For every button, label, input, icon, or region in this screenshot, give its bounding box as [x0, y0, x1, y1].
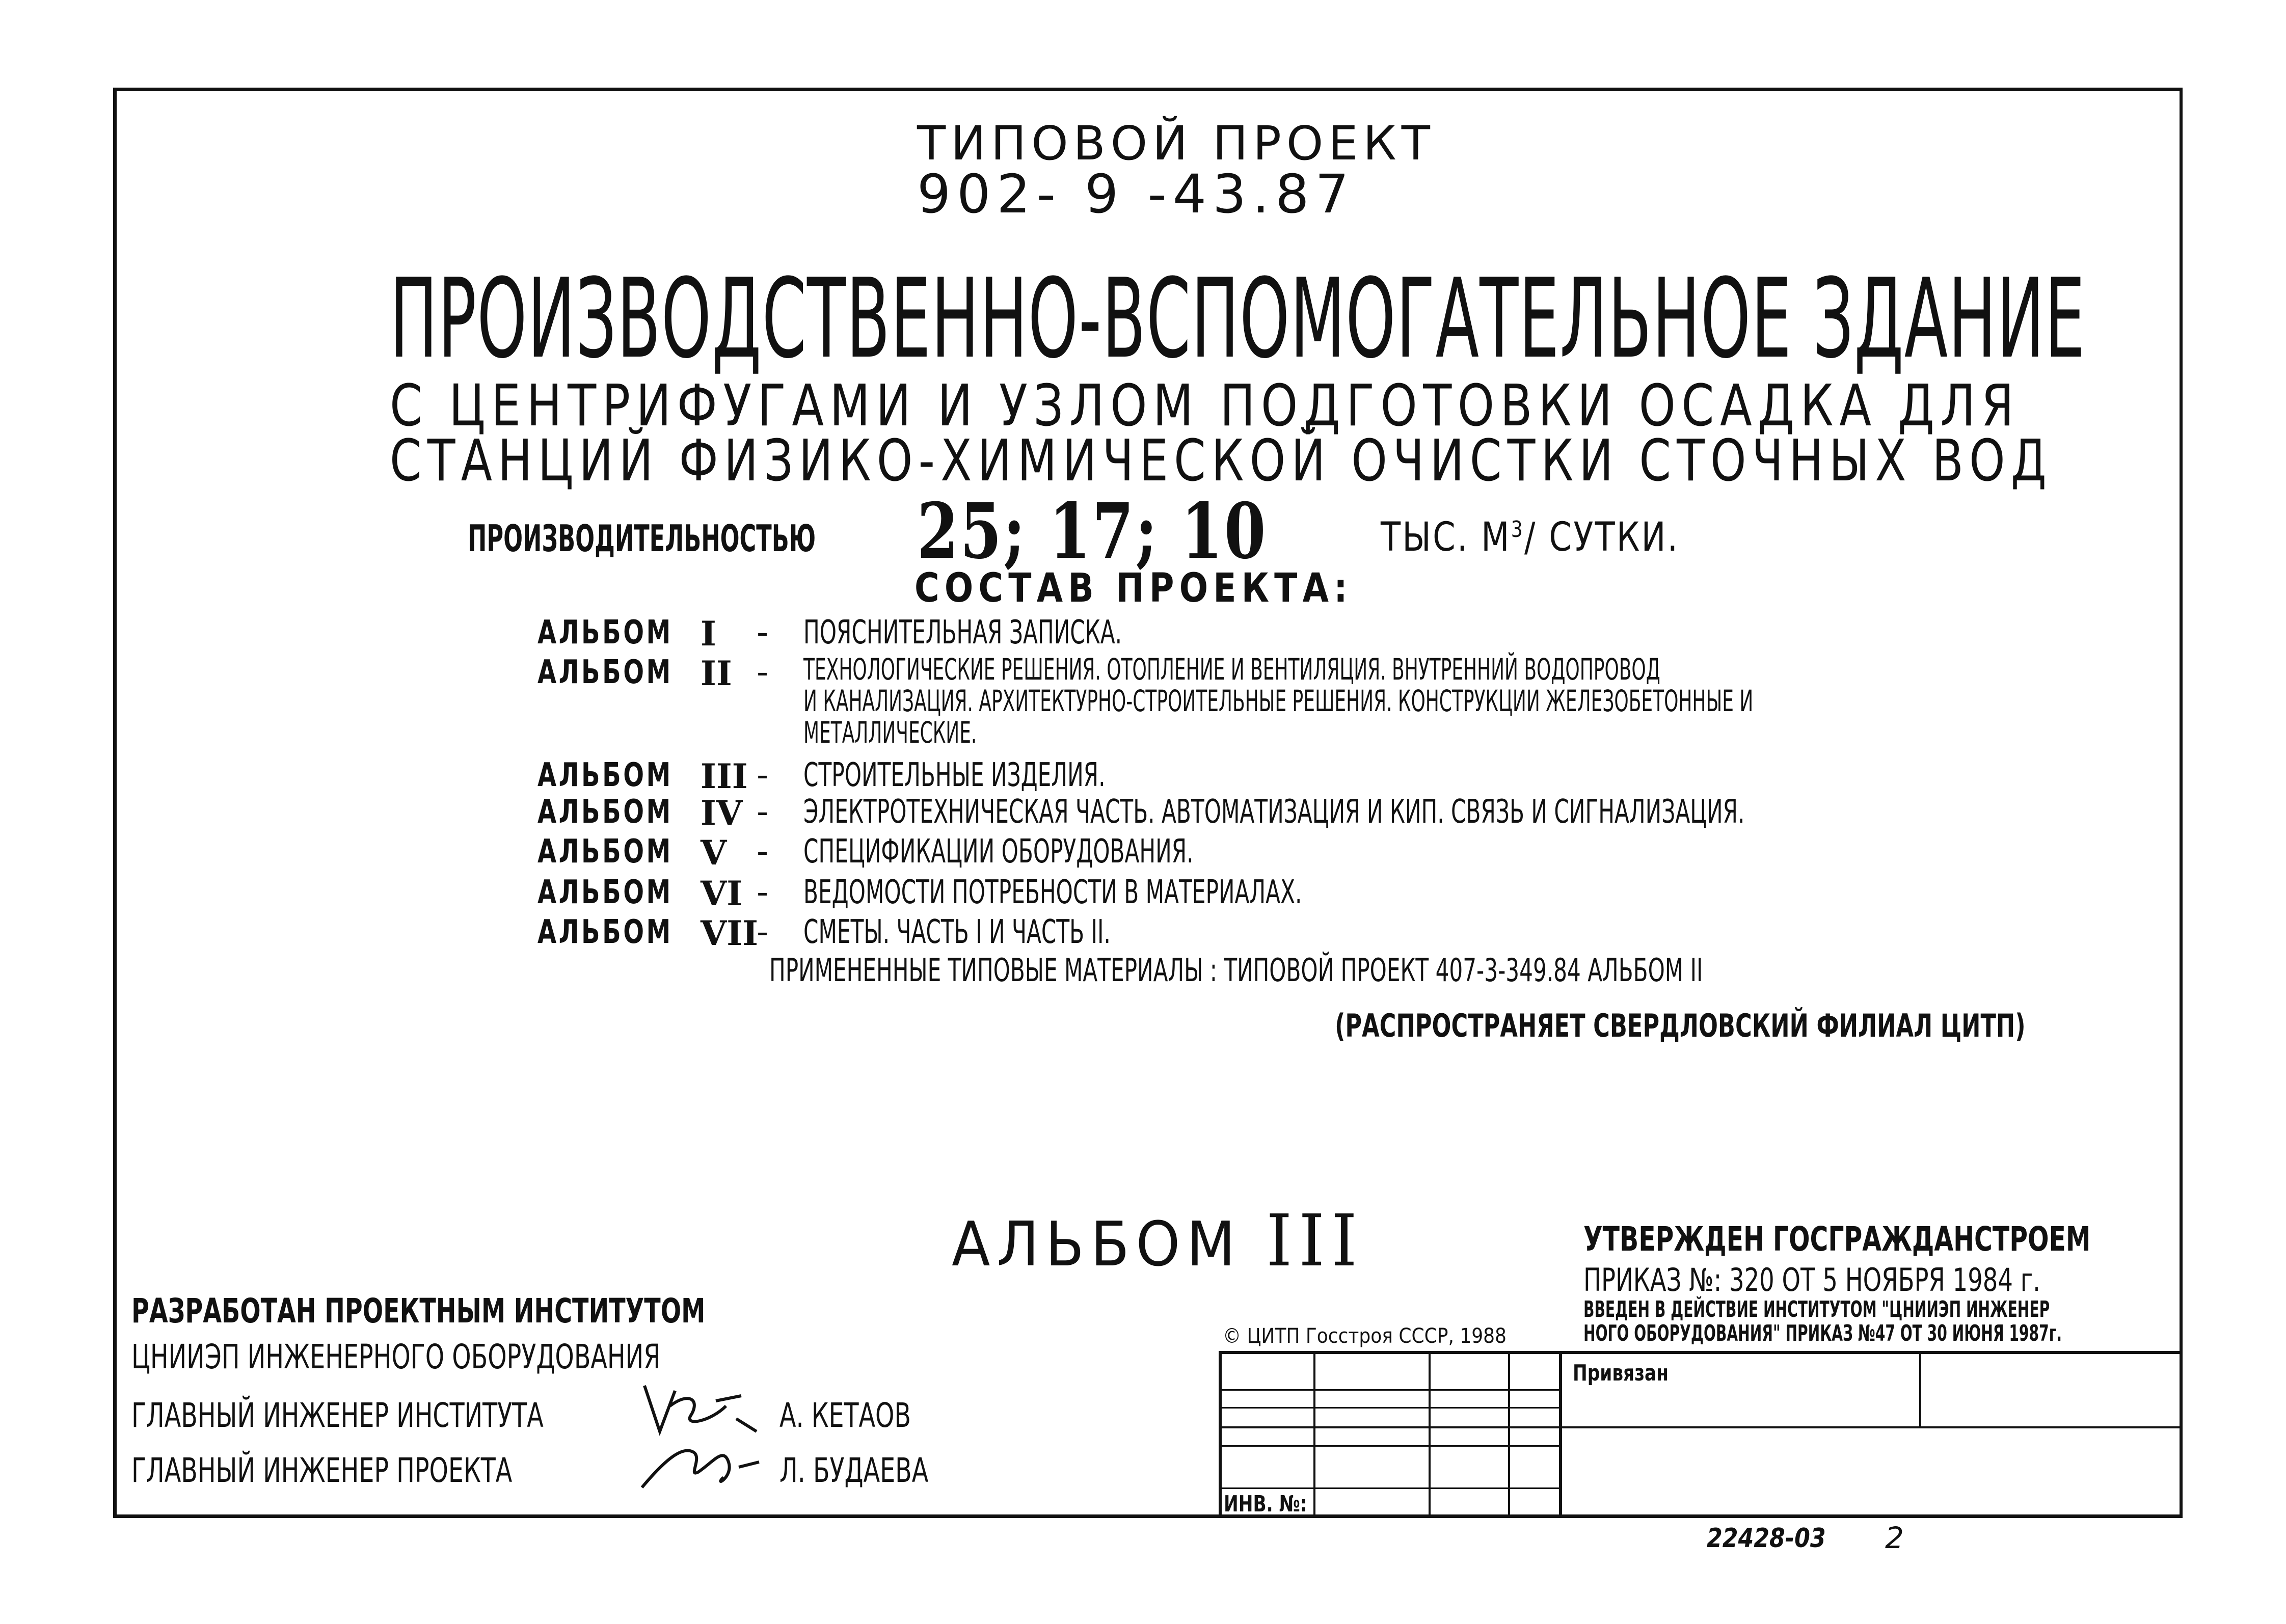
chief-engineer-project-role: ГЛАВНЫЙ ИНЖЕНЕР ПРОЕКТА [131, 1451, 513, 1490]
page-number: 2 [1885, 1521, 1904, 1555]
distribution-note: (РАСПРОСТРАНЯЕТ СВЕРДЛОВСКИЙ ФИЛИАЛ ЦИТП) [1335, 1007, 2026, 1044]
chief-engineer-project-name: Л. БУДАЕВА [779, 1451, 929, 1490]
capacity-unit: ТЫС. $М^3/$ СУТКИ. [1381, 515, 1680, 560]
inventory-number-label: ИНВ. №: [1224, 1491, 1307, 1517]
applied-materials: ПРИМЕНЕННЫЕ ТИПОВЫЕ МАТЕРИАЛЫ : ТИПОВОЙ ПРОЕКТ 407-3-349.84 АЛЬБОМ II [769, 952, 1703, 989]
project-number: 902- 9 -43.87 [917, 163, 1355, 225]
document-number: 22428-03 [1707, 1523, 1826, 1554]
approval-line: УТВЕРЖДЕН ГОСГРАЖДАНСТРОЕМ [1583, 1220, 2091, 1259]
capacity-label: ПРОИЗВОДИТЕЛЬНОСТЬЮ [468, 517, 816, 560]
album-title: АЛЬБОМ III [952, 1200, 1364, 1283]
subtitle-line-1: С ЦЕНТРИФУГАМИ И УЗЛОМ ПОДГОТОВКИ ОСАДКА ДЛЯ [390, 373, 2020, 439]
developer-line-1: РАЗРАБОТАН ПРОЕКТНЫМ ИНСТИТУТОМ [131, 1291, 706, 1331]
bound-label: Привязан [1573, 1360, 1669, 1386]
introduction-line-1: ВВЕДЕН В ДЕЙСТВИЕ ИНСТИТУТОМ "ЦНИИЭП ИНЖЕНЕР [1583, 1296, 2050, 1322]
signature-budaeva [637, 1426, 769, 1498]
typical-project-label: ТИПОВОЙ ПРОЕКТ [917, 116, 1435, 171]
main-title: ПРОИЗВОДСТВЕННО-ВСПОМОГАТЕЛЬНОЕ ЗДАНИЕ [390, 255, 2086, 383]
introduction-line-2: НОГО ОБОРУДОВАНИЯ" ПРИКАЗ №47 ОТ 30 ИЮНЯ 1987г. [1583, 1320, 2062, 1346]
chief-engineer-institute-role: ГЛАВНЫЙ ИНЖЕНЕР ИНСТИТУТА [131, 1396, 544, 1435]
chief-engineer-institute-name: А. КЕТАОВ [779, 1396, 911, 1435]
subtitle-line-2: СТАНЦИЙ ФИЗИКО-ХИМИЧЕСКОЙ ОЧИСТКИ СТОЧНЫХ ВОД [390, 428, 2053, 494]
composition-heading: СОСТАВ ПРОЕКТА: [915, 565, 1353, 611]
capacity-values: 25; 17; 10 [917, 486, 1268, 576]
title-block [1219, 1351, 2183, 1518]
approval-order: ПРИКАЗ №: 320 ОТ 5 НОЯБРЯ 1984 г. [1583, 1261, 2040, 1298]
copyright: © ЦИТП Госстроя СССР, 1988 [1223, 1324, 1507, 1348]
developer-line-2: ЦНИИЭП ИНЖЕНЕРНОГО ОБОРУДОВАНИЯ [131, 1337, 661, 1376]
